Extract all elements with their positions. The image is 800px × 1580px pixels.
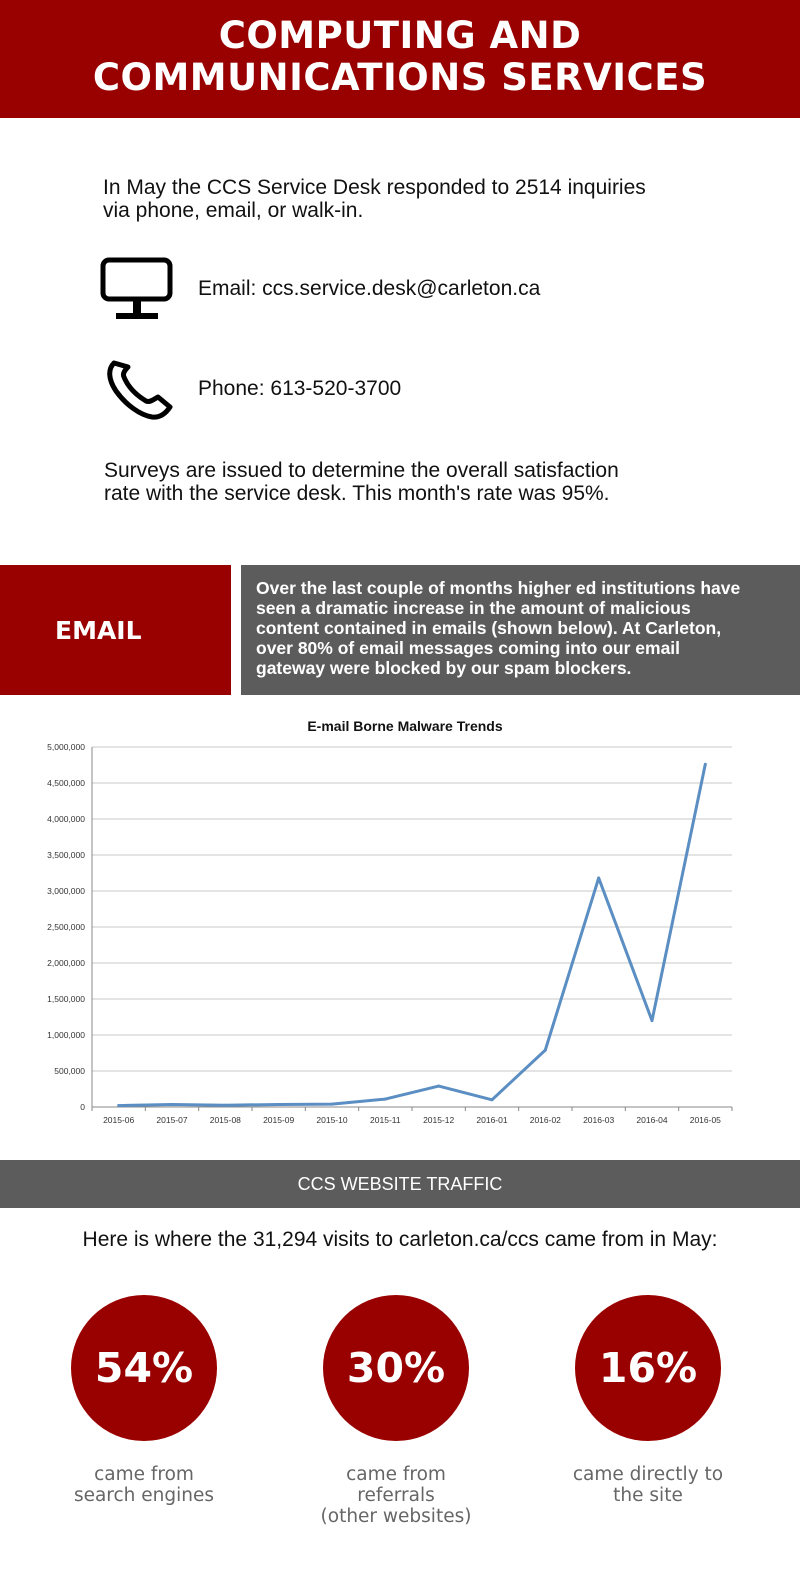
data-point bbox=[117, 1104, 120, 1107]
series-line bbox=[119, 764, 706, 1105]
email-desc-line: content contained in emails (shown below). At Carleton, bbox=[256, 618, 722, 638]
traffic-stat-referrals bbox=[316, 1295, 476, 1527]
y-tick-label: 1,000,000 bbox=[47, 1030, 85, 1040]
traffic-stat-search bbox=[64, 1295, 224, 1506]
x-tick-label: 2015-09 bbox=[263, 1115, 295, 1125]
x-tick-label: 2015-08 bbox=[209, 1115, 241, 1125]
x-tick-label: 2016-03 bbox=[583, 1115, 615, 1125]
summary-line2: via phone, email, or walk-in. bbox=[103, 199, 364, 222]
x-tick-label: 2015-06 bbox=[103, 1115, 135, 1125]
data-point bbox=[704, 763, 707, 766]
data-point bbox=[491, 1098, 494, 1101]
y-tick-label: 2,500,000 bbox=[47, 922, 85, 932]
caption-line: came from bbox=[346, 1464, 446, 1485]
caption-line: the site bbox=[613, 1485, 683, 1506]
email-desc-line: over 80% of email messages coming into our email bbox=[256, 638, 681, 658]
email-section-label: EMAIL bbox=[0, 565, 231, 695]
x-tick-label: 2015-12 bbox=[423, 1115, 455, 1125]
summary-line1: In May the CCS Service Desk responded to 2514 inquiries bbox=[103, 176, 646, 199]
data-point bbox=[331, 1103, 334, 1106]
phone-contact: Phone: 613-520-3700 bbox=[198, 377, 402, 400]
data-point bbox=[277, 1103, 280, 1106]
y-tick-label: 5,000,000 bbox=[47, 742, 85, 752]
data-point bbox=[651, 1019, 654, 1022]
data-point bbox=[597, 877, 600, 880]
data-point bbox=[171, 1103, 174, 1106]
x-tick-label: 2016-05 bbox=[689, 1115, 721, 1125]
traffic-stat-direct bbox=[568, 1295, 728, 1506]
caption-line: (other websites) bbox=[320, 1506, 472, 1527]
x-tick-label: 2015-11 bbox=[370, 1115, 401, 1125]
chart-title: E-mail Borne Malware Trends bbox=[307, 718, 503, 734]
caption-line: referrals bbox=[357, 1485, 435, 1506]
phone-icon bbox=[104, 355, 178, 421]
y-tick-label: 4,000,000 bbox=[47, 814, 85, 824]
email-desc-line: seen a dramatic increase in the amount of malicious bbox=[256, 598, 691, 618]
y-tick-label: 3,500,000 bbox=[47, 850, 85, 860]
phone-contact-row bbox=[100, 355, 700, 425]
stat-circle: 16% bbox=[575, 1295, 721, 1441]
y-tick-label: 3,000,000 bbox=[47, 886, 85, 896]
page-header bbox=[0, 0, 800, 118]
stat-circle: 54% bbox=[71, 1295, 217, 1441]
y-tick-label: 2,000,000 bbox=[47, 958, 85, 968]
email-desc-line: Over the last couple of months higher ed institutions have bbox=[256, 578, 741, 598]
monitor-icon bbox=[100, 257, 174, 321]
stat-circle: 30% bbox=[323, 1295, 469, 1441]
caption-line: came from bbox=[94, 1464, 194, 1485]
data-point bbox=[384, 1098, 387, 1101]
data-point bbox=[224, 1104, 227, 1107]
data-point bbox=[544, 1049, 547, 1052]
satisfaction-survey-text bbox=[104, 459, 744, 505]
stat-caption bbox=[568, 1464, 728, 1506]
x-tick-label: 2015-07 bbox=[156, 1115, 188, 1125]
service-desk-summary bbox=[103, 176, 743, 222]
y-tick-label: 1,500,000 bbox=[47, 994, 85, 1004]
x-tick-label: 2016-04 bbox=[636, 1115, 668, 1125]
survey-line2: rate with the service desk. This month's rate was 95%. bbox=[104, 482, 610, 505]
traffic-section-heading: CCS WEBSITE TRAFFIC bbox=[0, 1160, 800, 1208]
caption-line: came directly to bbox=[572, 1464, 724, 1485]
data-point bbox=[437, 1085, 440, 1088]
email-section-description bbox=[241, 565, 800, 695]
traffic-intro-text: Here is where the 31,294 visits to carleton.ca/ccs came from in May: bbox=[82, 1228, 718, 1251]
email-contact: Email: ccs.service.desk@carleton.ca bbox=[198, 277, 541, 300]
email-contact-row bbox=[100, 257, 700, 327]
y-tick-label: 500,000 bbox=[54, 1066, 85, 1076]
email-desc-line: gateway were blocked by our spam blockers. bbox=[256, 658, 632, 678]
stat-caption bbox=[64, 1464, 224, 1506]
x-tick-label: 2015-10 bbox=[316, 1115, 348, 1125]
header-title-line1: COMPUTING AND bbox=[218, 14, 582, 57]
stat-caption bbox=[316, 1464, 476, 1527]
header-title-line2: COMMUNICATIONS SERVICES bbox=[92, 56, 708, 99]
x-tick-label: 2016-02 bbox=[529, 1115, 561, 1125]
malware-trend-chart bbox=[40, 705, 760, 1135]
y-tick-label: 0 bbox=[80, 1102, 85, 1112]
y-tick-label: 4,500,000 bbox=[47, 778, 85, 788]
caption-line: search engines bbox=[73, 1485, 215, 1506]
x-tick-label: 2016-01 bbox=[476, 1115, 508, 1125]
survey-line1: Surveys are issued to determine the overall satisfaction bbox=[104, 459, 619, 482]
